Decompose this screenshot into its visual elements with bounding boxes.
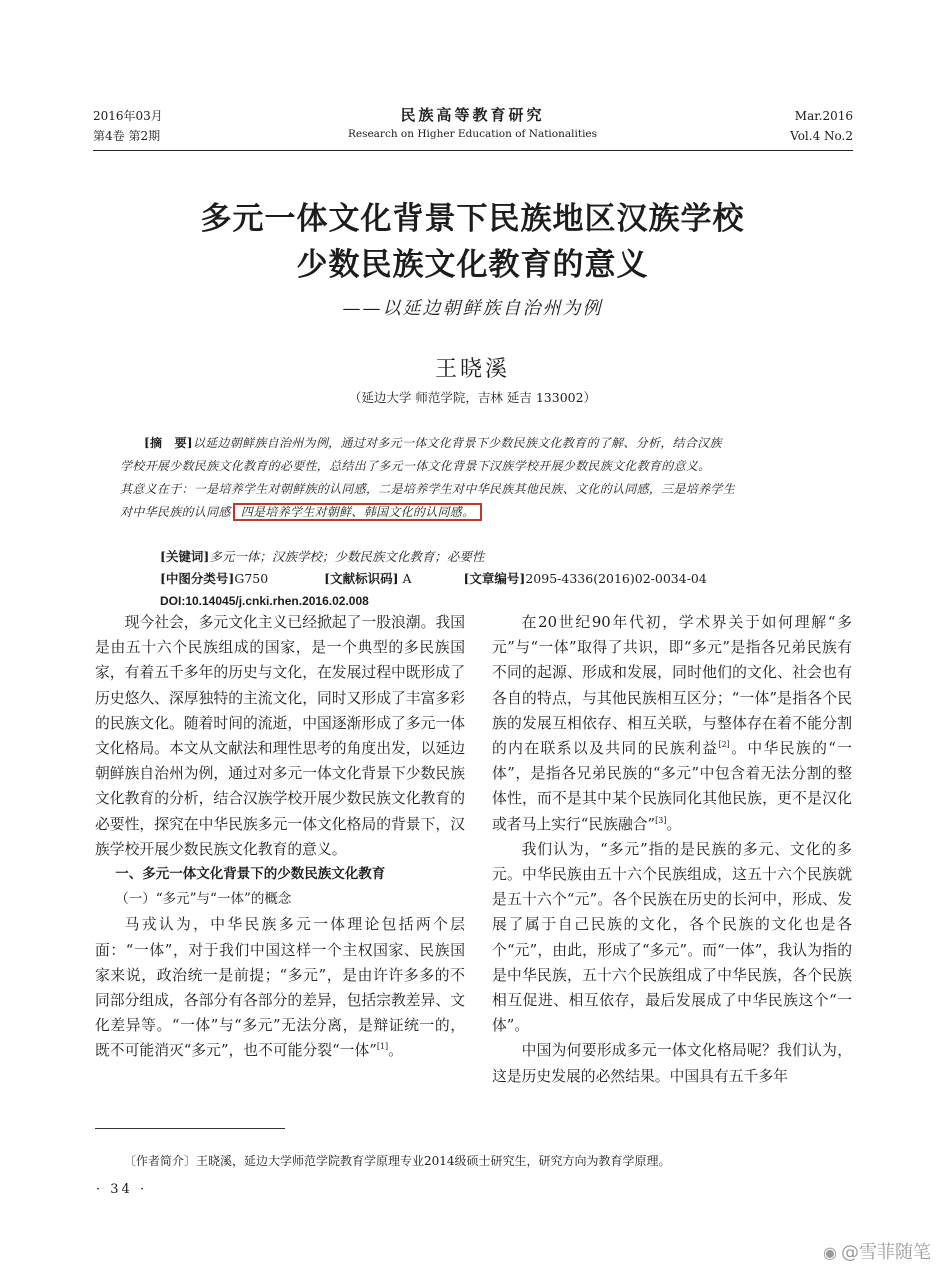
body-column-right [492, 610, 852, 1089]
section-heading: 一、多元一体文化背景下的少数民族文化教育 [115, 866, 386, 883]
abstract-line [120, 432, 830, 455]
body-paragraph: 我们认为，“多元”指的是民族的多元、文化的多元。中华民族由五十六个民族组成，这五十六个民族就是五十六个“元”。各个民族在历史的长河中，形成、发展了属于自己民族的文化，各个民族的文化也是各个“元”，由此，形成了“多元”。而“一体”，我认为指的是中华民族，五十六个民族组成了中华民族，各个民族相互促进、相互依存，最后发展成了中华民族这个“一体”。 [492, 840, 852, 1035]
journal-name-en: Research on Higher Education of Nationalities [347, 128, 598, 140]
citation-ref: [1] [376, 1042, 389, 1052]
header-right [790, 106, 853, 146]
highlighted-sentence: 四是培养学生对朝鲜、韩国文化的认同感。 [233, 503, 483, 521]
paragraph-text: 在20世纪90年代初，学术界关于如何理解“多元”与“一体”取得了共识，即“多元”是指各兄弟民族有不同的起源、形成和发展，同时他们的文化、社会也有各自的特点，与其他民族相互区分；“一体”是指各个民族的发展互相依存、相互关联，与整体存在着不能分割的内在联系以及共同的民族利益 [492, 614, 852, 758]
paragraph-end: 。 [666, 815, 682, 833]
abstract-label: [摘 要] [144, 436, 193, 450]
paper-subtitle: ——以延边朝鲜族自治州为例 [342, 298, 603, 319]
keywords-label: [关键词] [160, 549, 210, 564]
doc-code-label: [文献标识码] [324, 571, 399, 586]
body-paragraph: 中国为何要形成多元一体文化格局呢？我们认为，这是历史发展的必然结果。中国具有五千多年 [492, 1042, 852, 1085]
header-journal [260, 104, 685, 142]
subsection-heading: （一）“多元”与“一体”的概念 [115, 891, 292, 908]
article-number-label: [文章编号] [463, 571, 526, 586]
header-rule [93, 150, 853, 151]
author-name: 王晓溪 [434, 357, 510, 382]
clc-label: [中图分类号] [160, 571, 235, 586]
clc-value: G750 [234, 571, 269, 586]
body-column-left [95, 610, 465, 1064]
abstract-line: 学校开展少数民族文化教育的必要性，总结出了多元一体文化背景下汉族学校开展少数民族文化教育的意义。 [120, 459, 711, 473]
body-paragraph: 现今社会，多元文化主义已经掀起了一股浪潮。我国是由五十六个民族组成的国家，是一个典型的多民族国家，有着五千多年的历史与文化，在发展过程中既形成了历史悠久、深厚独特的主流文化，同时又形成了丰富多彩的民族文化。随着时间的流逝，中国逐渐形成了多元一体文化格局。本文从文献法和理性思考的角度出发，以延边朝鲜族自治州为例，通过对多元一体文化背景下少数民族文化教育的分析，结合汉族学校开展少数民族文化教育的必要性，探究在中华民族多元一体文化格局的背景下，汉族学校开展少数民族文化教育的意义。 [95, 614, 465, 858]
paper-title [120, 196, 825, 288]
body-paragraph [492, 610, 852, 837]
title-line-2: 少数民族文化教育的意义 [296, 247, 649, 283]
author-affiliation: （延边大学 师范学院，吉林 延吉 133002） [348, 390, 597, 405]
article-number-value: 2095-4336(2016)02-0034-04 [525, 571, 707, 586]
citation-ref: [2] [718, 740, 730, 750]
abstract-text-4: 对中华民族的认同感 [120, 505, 231, 519]
keywords-row [160, 546, 707, 568]
journal-name-cn: 民族高等教育研究 [400, 106, 545, 124]
header-volume-en: Vol.4 No.2 [790, 129, 853, 143]
article-metadata [160, 546, 707, 612]
header-date-en: Mar.2016 [794, 109, 853, 123]
page-number: · 34 · [96, 1182, 148, 1197]
header-volume-cn: 第4卷 第2期 [93, 129, 161, 143]
abstract-text-1: 以延边朝鲜族自治州为例，通过对多元一体文化背景下少数民族文化教育的了解、分析，结合汉族 [192, 436, 722, 450]
doc-code-value: A [402, 571, 412, 586]
footnote-rule [95, 1128, 285, 1129]
abstract-line [120, 501, 830, 524]
header-left [93, 106, 163, 146]
watermark [823, 1238, 931, 1264]
citation-ref: [3] [655, 815, 667, 825]
paragraph-text: 。中华民族的“一体”，是指各兄弟民族的“多元”中包含着无法分割的整体性，而不是其中某个民族同化其他民族，更不是汉化或者马上实行“民族融合” [492, 740, 852, 833]
body-paragraph [95, 912, 465, 1063]
header-date-cn: 2016年03月 [93, 109, 163, 123]
weibo-icon: ◉ [823, 1243, 837, 1262]
paragraph-text: 马戎认为，中华民族多元一体理论包括两个层面：“一体”，对于我们中国这样一个主权国家、民族国家来说，政治统一是前提；“多元”，是由许许多多的不同部分组成，各部分有各部分的差异，包括宗教差异、文化差异等。“一体”与“多元”无法分离，是辩证统一的，既不可能消灭“多元”，也不可能分裂“一体” [95, 916, 465, 1060]
title-line-1: 多元一体文化背景下民族地区汉族学校 [200, 201, 745, 237]
author-footnote: 〔作者简介〕王晓溪，延边大学师范学院教育学原理专业2014级硕士研究生，研究方向为教育学原理。 [124, 1154, 671, 1168]
abstract [120, 432, 830, 524]
paragraph-end: 。 [388, 1042, 403, 1060]
doi: DOI:10.14045/j.cnki.rhen.2016.02.008 [160, 594, 369, 608]
abstract-line: 其意义在于：一是培养学生对朝鲜族的认同感，二是培养学生对中华民族其他民族、文化的认同感，三是培养学生 [120, 482, 736, 496]
keywords: 多元一体；汉族学校；少数民族文化教育；必要性 [209, 549, 485, 564]
classification-row [160, 568, 707, 590]
watermark-text: @雪菲随笔 [841, 1242, 931, 1263]
